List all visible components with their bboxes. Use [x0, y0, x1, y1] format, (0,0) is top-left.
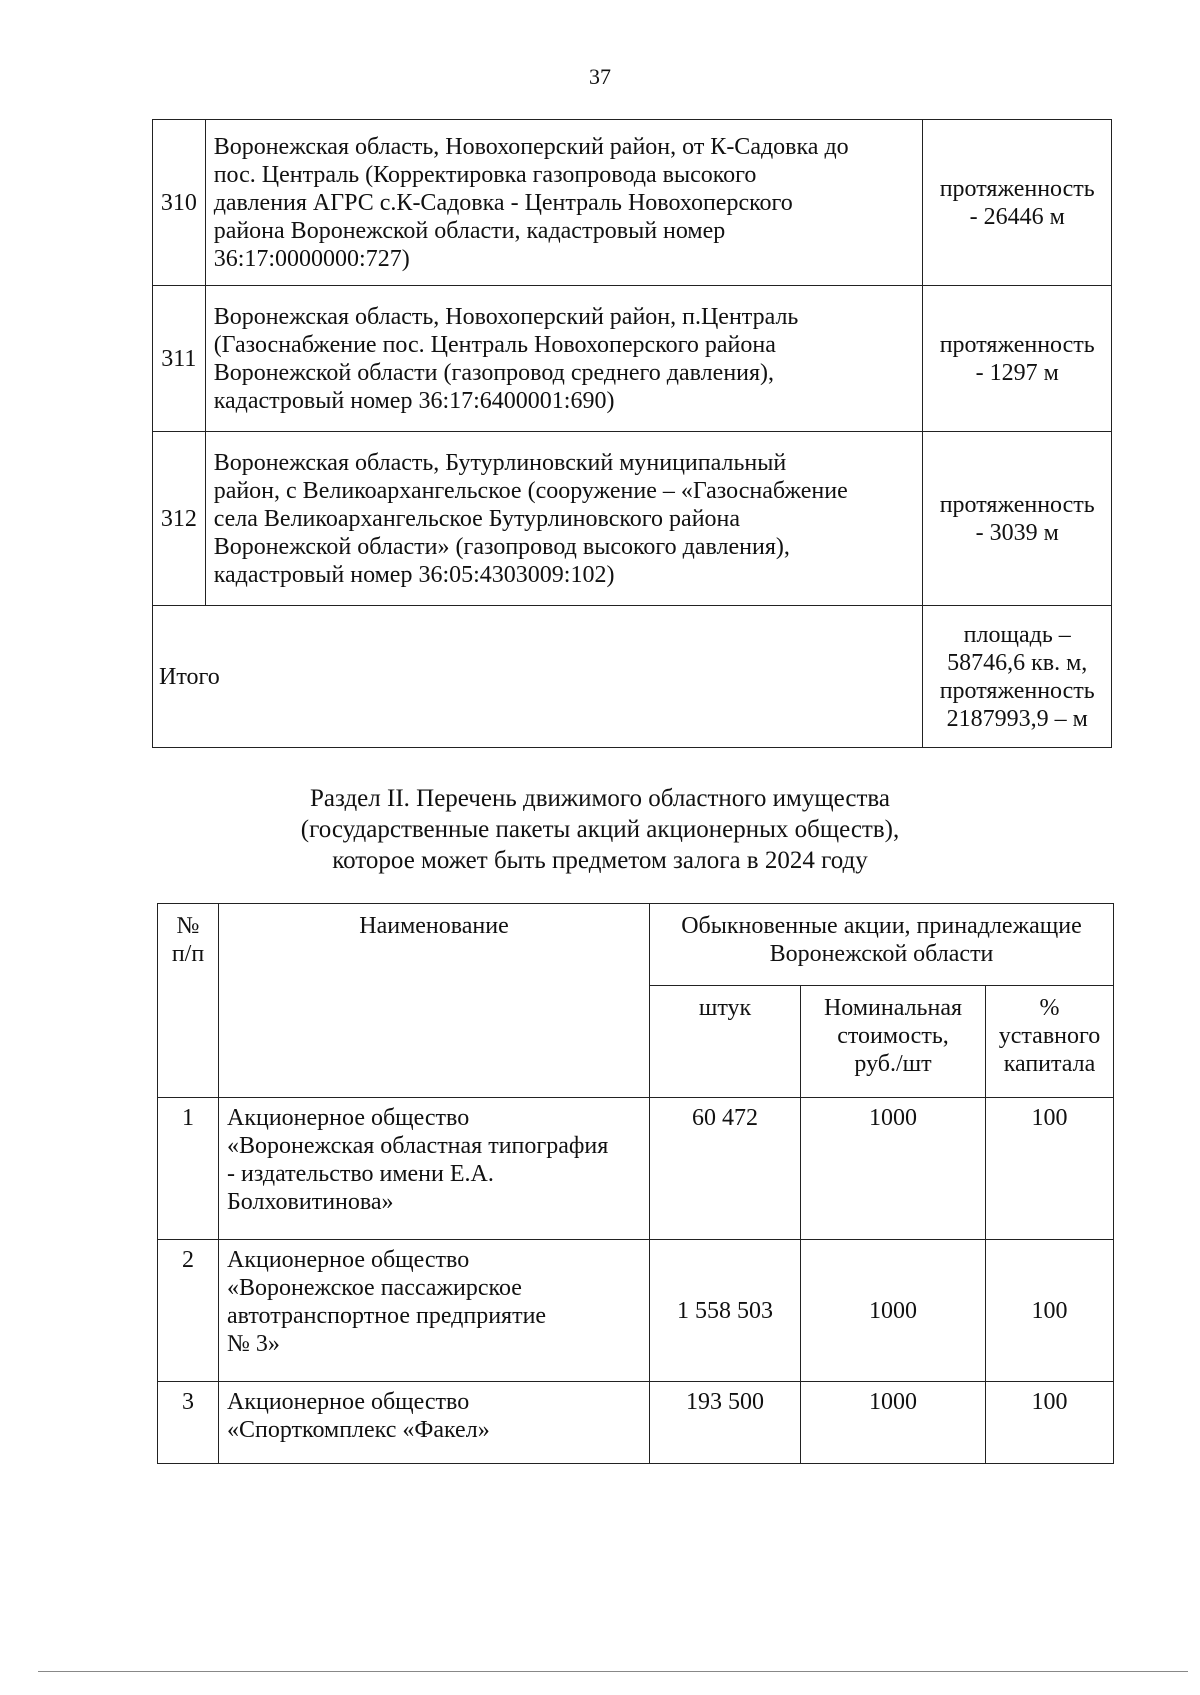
row-number: 312 [153, 432, 206, 606]
name-line: Акционерное общество [227, 1105, 470, 1131]
description-line: района Воронежской области, кадастровый номер [213, 217, 726, 244]
description-line: кадастровый номер 36:05:4303009:102) [213, 561, 615, 588]
capital-percent: 100 [986, 1098, 1114, 1240]
description-line: села Великоархангельское Бутурлиновского района [213, 505, 741, 532]
description-line: (Газоснабжение пос. Централь Новохоперского района [213, 331, 776, 358]
description-line: пос. Централь (Корректировка газопровода высокого [213, 161, 757, 188]
measure-line: протяженность [939, 175, 1095, 202]
header-line: руб./шт [854, 1051, 932, 1077]
nominal-value: 1000 [801, 1098, 986, 1240]
page-number: 37 [589, 64, 611, 89]
measure-line: - 3039 м [975, 519, 1059, 546]
measure-line: протяженность [939, 491, 1095, 518]
total-value [923, 606, 1112, 748]
col-header-number [158, 904, 219, 1098]
col-header-shares [650, 904, 1114, 986]
heading-line: (государственные пакеты акций акционерных обществ), [300, 816, 900, 843]
object-description [205, 432, 923, 606]
measure-line: - 26446 м [969, 203, 1065, 230]
object-measure [923, 120, 1112, 286]
share-count: 193 500 [650, 1382, 801, 1464]
total-label: Итого [153, 606, 923, 748]
description-line: район, с Великоархангельское (сооружение – «Газоснабжение [213, 477, 848, 504]
table-row [153, 286, 1112, 432]
property-table [152, 119, 1112, 748]
section-heading [0, 783, 1200, 876]
object-measure [923, 432, 1112, 606]
row-number: 311 [153, 286, 206, 432]
object-description [205, 120, 923, 286]
name-line: «Воронежская областная типография [227, 1133, 609, 1159]
name-line: - издательство имени Е.А. [227, 1161, 494, 1187]
name-line: Акционерное общество [227, 1247, 470, 1273]
row-number: 3 [158, 1382, 219, 1464]
total-row [153, 606, 1112, 748]
description-line: Воронежской области» (газопровод высокого давления), [213, 533, 790, 560]
company-name [219, 1240, 650, 1382]
header-line: Воронежской области [769, 941, 994, 967]
company-name [219, 1098, 650, 1240]
name-line: «Воронежское пассажирское [227, 1275, 522, 1301]
header-line: уставного [998, 1023, 1101, 1049]
header-row [158, 904, 1114, 986]
description-line: Воронежская область, Новохоперский район, п.Централь [213, 303, 799, 330]
name-line: Акционерное общество [227, 1389, 470, 1415]
col-header-nominal [801, 986, 986, 1098]
col-header-name: Наименование [219, 904, 650, 1098]
name-line: № 3» [227, 1331, 280, 1357]
total-line: протяженность [939, 677, 1095, 704]
heading-line: Раздел II. Перечень движимого областного имущества [310, 785, 890, 812]
header-line: Обыкновенные акции, принадлежащие [681, 913, 1082, 939]
total-line: площадь – [963, 621, 1071, 648]
table-row [158, 1240, 1114, 1382]
description-line: давления АГРС с.К-Садовка - Централь Новохоперского [213, 189, 793, 216]
description-line: Воронежская область, Новохоперский район, от К-Садовка до [213, 133, 849, 160]
description-line: кадастровый номер 36:17:6400001:690) [213, 387, 615, 414]
col-header-percent [986, 986, 1114, 1098]
share-count: 60 472 [650, 1098, 801, 1240]
header-line: № [176, 913, 200, 939]
nominal-value: 1000 [801, 1240, 986, 1382]
capital-percent: 100 [986, 1240, 1114, 1382]
header-line: стоимость, [837, 1023, 949, 1049]
header-line: капитала [1003, 1051, 1096, 1077]
row-number: 310 [153, 120, 206, 286]
header-line: Номинальная [823, 995, 963, 1021]
total-line: 2187993,9 – м [946, 705, 1088, 732]
page-edge-line [38, 1671, 1188, 1672]
description-line: Воронежской области (газопровод среднего давления), [213, 359, 775, 386]
object-measure [923, 286, 1112, 432]
table-row [153, 120, 1112, 286]
row-number: 2 [158, 1240, 219, 1382]
measure-line: протяженность [939, 331, 1095, 358]
shares-table [157, 903, 1114, 1464]
capital-percent: 100 [986, 1382, 1114, 1464]
total-line: 58746,6 кв. м, [947, 649, 1088, 676]
row-number: 1 [158, 1098, 219, 1240]
table-row [153, 432, 1112, 606]
name-line: Болховитинова» [227, 1189, 394, 1215]
name-line: «Спорткомплекс «Факел» [227, 1417, 490, 1443]
table-row [158, 1098, 1114, 1240]
share-count: 1 558 503 [650, 1240, 801, 1382]
col-header-count: штук [650, 986, 801, 1098]
description-line: 36:17:0000000:727) [213, 245, 410, 272]
table-row [158, 1382, 1114, 1464]
header-line: п/п [171, 941, 205, 967]
header-line: % [1039, 995, 1060, 1021]
heading-line: которое может быть предметом залога в 2024 году [332, 847, 868, 874]
nominal-value: 1000 [801, 1382, 986, 1464]
measure-line: - 1297 м [975, 359, 1059, 386]
object-description [205, 286, 923, 432]
company-name [219, 1382, 650, 1464]
description-line: Воронежская область, Бутурлиновский муниципальный [213, 449, 787, 476]
name-line: автотранспортное предприятие [227, 1303, 547, 1329]
